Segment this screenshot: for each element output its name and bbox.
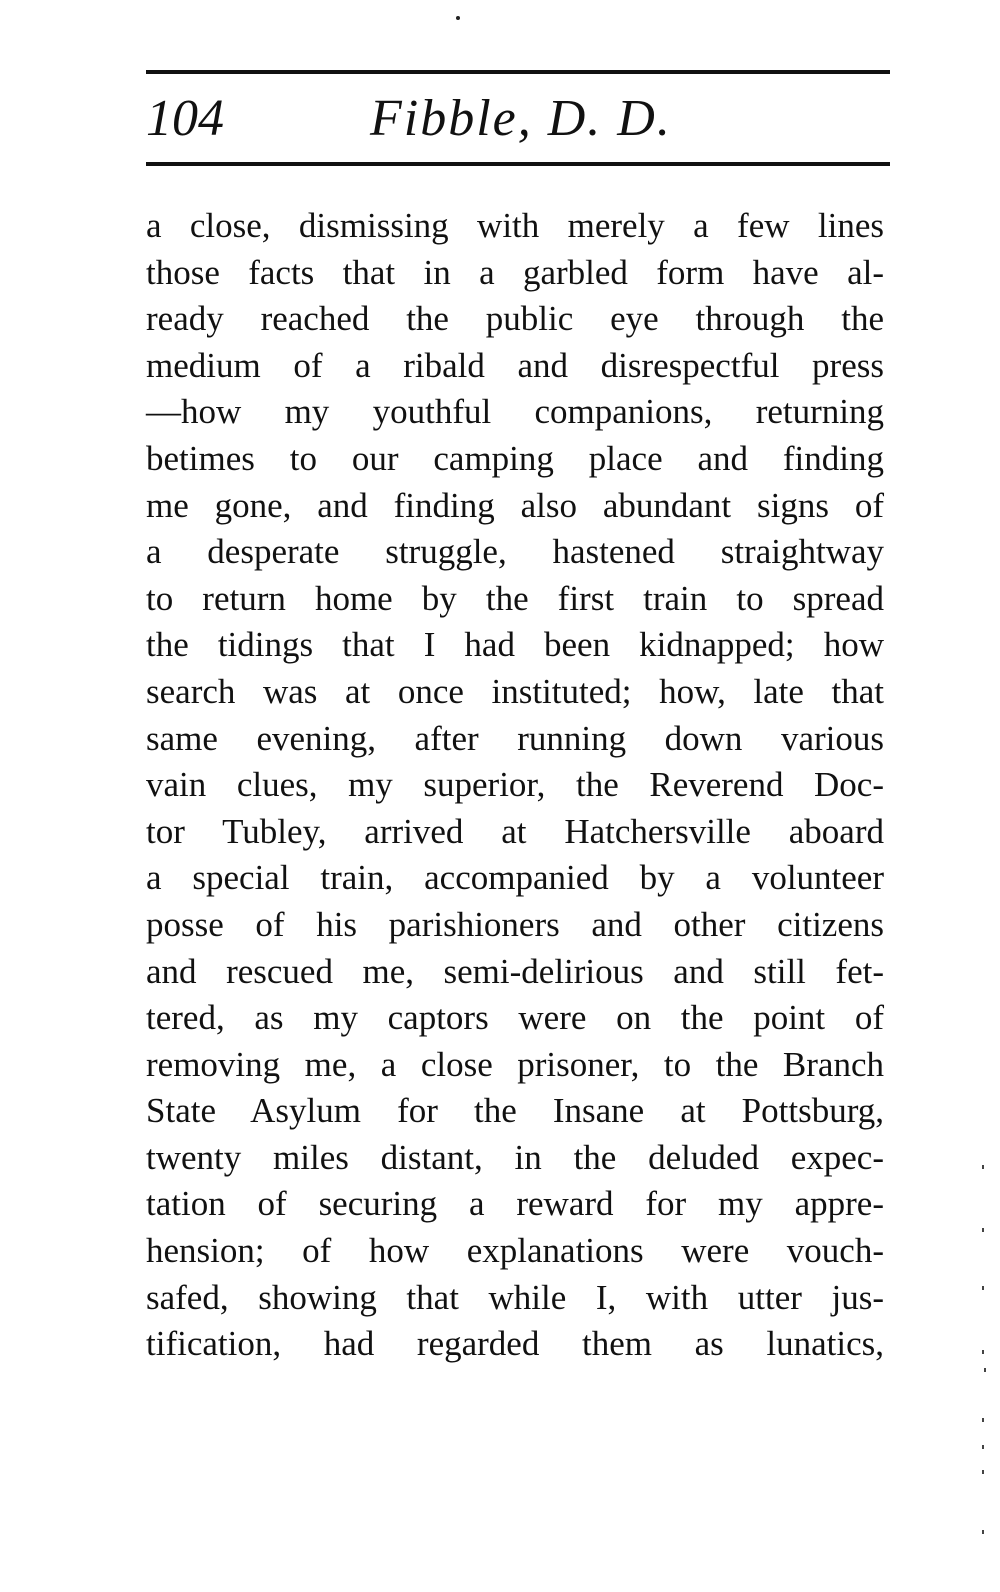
text-line: —how my youthful companions, returning [146,392,884,432]
text-line: same evening, after running down various [146,718,884,758]
text-line: ready reached the public eye through the [146,299,884,339]
scan-speck [982,1445,984,1449]
scan-speck [982,1286,984,1290]
text-line: and rescued me, semi-delirious and still fet- [146,951,884,991]
text-line: tered, as my captors were on the point of [146,998,884,1038]
text-line: posse of his parishioners and other citizens [146,904,884,944]
text-line: hension; of how explanations were vouch- [146,1231,884,1271]
scan-speck [982,1418,984,1422]
text-line: removing me, a close prisoner, to the Branch [146,1044,884,1084]
text-line: medium of a ribald and disrespectful press [146,345,884,385]
scan-speck [456,16,460,20]
scan-speck [982,1470,984,1474]
running-title: Fibble, D. D. [370,90,672,147]
text-line: a special train, accompanied by a volunteer [146,858,884,898]
text-line: State Asylum for the Insane at Pottsburg, [146,1091,884,1131]
text-line: a desperate struggle, hastened straightway [146,532,884,572]
text-line: tor Tubley, arrived at Hatchersville aboard [146,811,884,851]
header-rule-bottom [146,162,890,166]
header-rule-top [146,70,890,74]
text-line: search was at once instituted; how, late that [146,671,884,711]
text-line: me gone, and finding also abundant signs of [146,485,884,525]
text-line: those facts that in a garbled form have al- [146,252,884,292]
scan-speck [984,1368,986,1372]
text-line: to return home by the first train to spread [146,578,884,618]
text-line: betimes to our camping place and finding [146,438,884,478]
text-line: vain clues, my superior, the Reverend Doc- [146,765,884,805]
text-line: a close, dismissing with merely a few lines [146,206,884,245]
page-number: 104 [146,90,224,147]
text-line: safed, showing that while I, with utter jus- [146,1277,884,1317]
running-header [146,84,890,154]
scan-speck [982,1530,984,1534]
scan-speck [982,1165,984,1169]
text-line: the tidings that I had been kidnapped; how [146,625,884,665]
scan-speck [982,1228,984,1232]
text-line: tation of securing a reward for my appre- [146,1184,884,1224]
scan-speck [982,1350,984,1354]
text-line: tification, had regarded them as lunatics, [146,1324,884,1364]
text-line: twenty miles distant, in the deluded expec- [146,1137,884,1177]
body-text [146,203,884,1368]
